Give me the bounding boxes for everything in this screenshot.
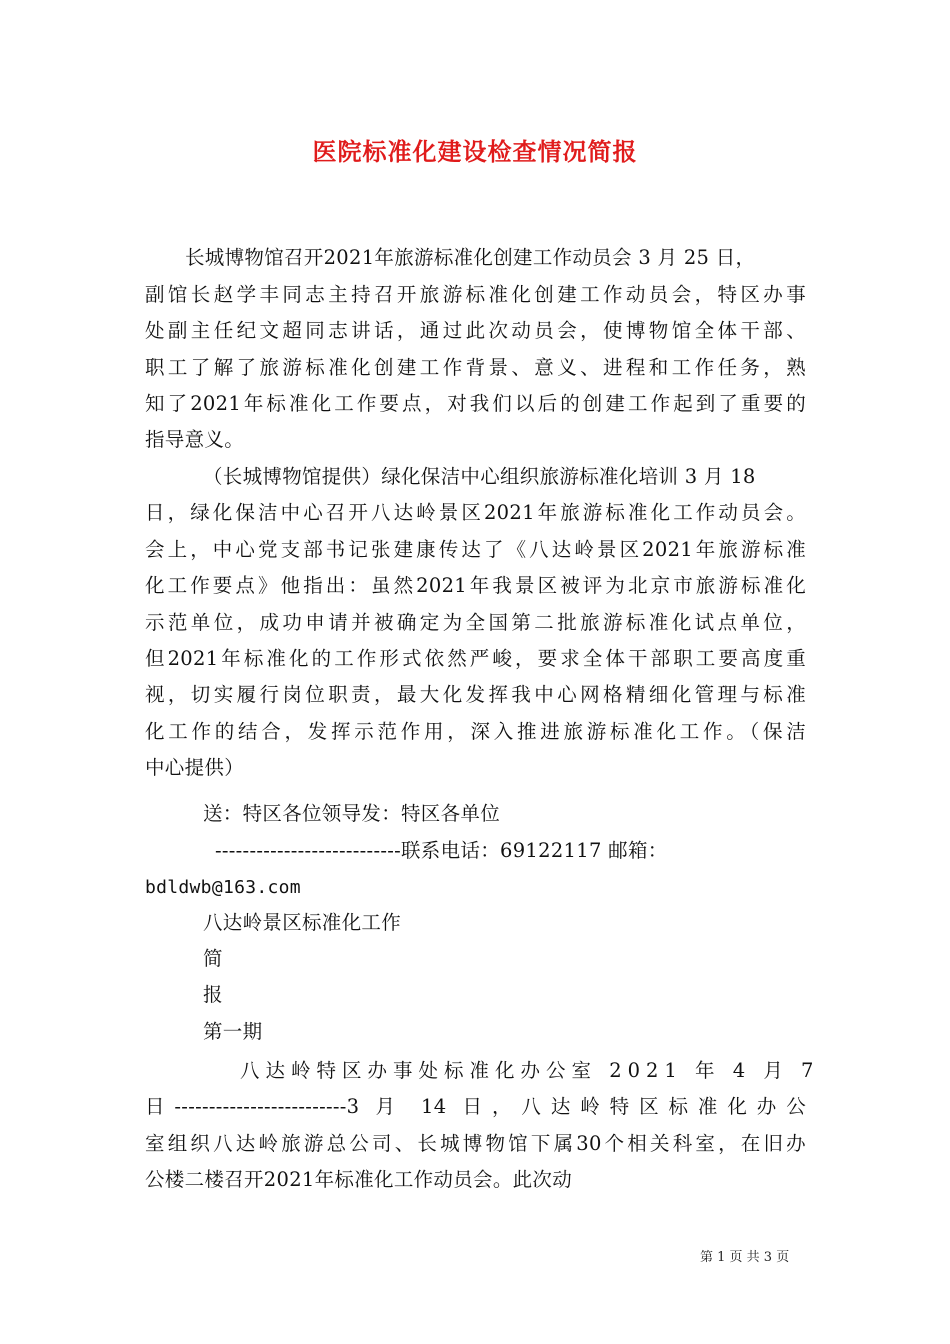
paragraph-line: 视，切实履行岗位职责，最大化发挥我中心网格精细化管理与标准: [145, 683, 806, 706]
paragraph-line: 指导意义。: [145, 428, 245, 451]
brief-name: 八达岭景区标准化工作: [203, 911, 402, 934]
paragraph-line: 室组织八达岭旅游总公司、长城博物馆下属30个相关科室，在旧办: [145, 1132, 806, 1155]
send-line: 送：特区各位领导发：特区各单位: [203, 802, 501, 825]
email-text: bdldwb@163.com: [145, 877, 301, 898]
paragraph-line: 公楼二楼召开2021年标准化工作动员会。此次动: [145, 1168, 573, 1191]
paragraph-line: 长城博物馆召开2021年旅游标准化创建工作动员会 3 月 25 日，: [185, 246, 756, 269]
paragraph-line: 会上，中心党支部书记张建康传达了《八达岭景区2021年旅游标准: [145, 538, 806, 561]
paragraph-line: 处副主任纪文超同志讲话，通过此次动员会，使博物馆全体干部、: [145, 319, 806, 342]
paragraph-line: 但2021年标准化的工作形式依然严峻，要求全体干部职工要高度重: [145, 647, 806, 670]
paragraph-line: 日-------------------------3 月 14 日，八达岭特区标准化办公: [145, 1095, 806, 1118]
paragraph-line: 示范单位，成功申请并被确定为全国第二批旅游标准化试点单位，: [145, 611, 806, 634]
page-title: 医院标准化建设检查情况简报: [312, 138, 638, 166]
paragraph-line: 化工作的结合，发挥示范作用，深入推进旅游标准化工作。（保洁: [145, 720, 806, 743]
brief-char: 报: [203, 983, 223, 1006]
paragraph-line: 中心提供）: [145, 756, 245, 779]
contact-line: ---------------------------联系电话：69122117 邮箱：: [215, 839, 668, 862]
paragraph-line: 副馆长赵学丰同志主持召开旅游标准化创建工作动员会，特区办事: [145, 283, 806, 306]
paragraph-line: 日，绿化保洁中心召开八达岭景区2021年旅游标准化工作动员会。: [145, 501, 806, 524]
paragraph-line: （长城博物馆提供）绿化保洁中心组织旅游标准化培训 3 月 18: [203, 465, 756, 488]
brief-char: 简: [203, 947, 223, 970]
paragraph-line: 职工了解了旅游标准化创建工作背景、意义、进程和工作任务，熟: [145, 356, 806, 379]
paragraph-line: 八达岭特区办事处标准化办公室 2021 年 4 月 7: [240, 1059, 820, 1082]
issue-number: 第一期: [203, 1020, 263, 1043]
page-number-footer: 第 1 页 共 3 页: [700, 1250, 790, 1265]
paragraph-line: 知了2021年标准化工作要点，对我们以后的创建工作起到了重要的: [145, 392, 806, 415]
paragraph-line: 化工作要点》他指出：虽然2021年我景区被评为北京市旅游标准化: [145, 574, 806, 597]
